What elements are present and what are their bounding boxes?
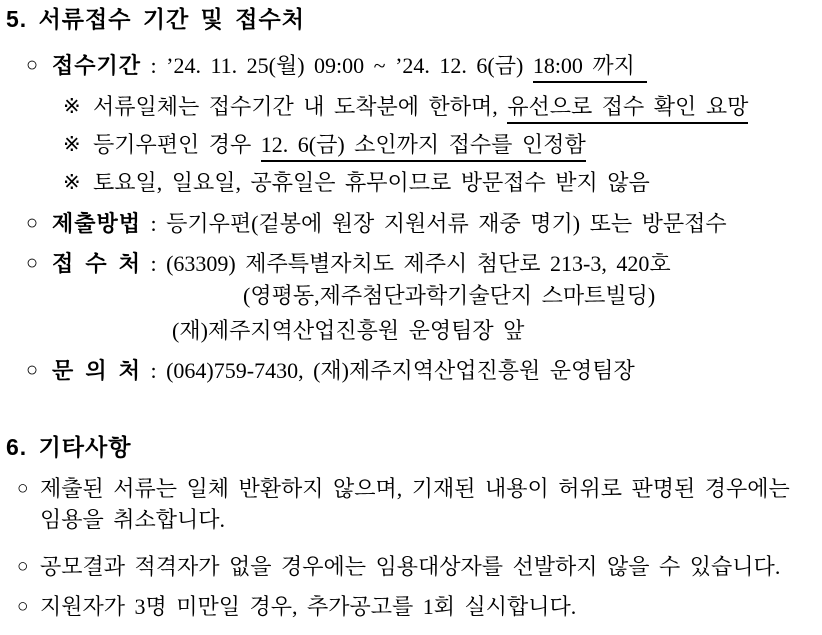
reception-period-line [52, 52, 814, 79]
list-item-no-selection [6, 551, 814, 582]
note-registered-mail-line [93, 131, 814, 158]
submission-method-label: 제출방법 [52, 211, 142, 236]
list-item-reception-address [6, 250, 814, 277]
circle-bullet: ○ [17, 478, 29, 499]
list-item-submission-method [6, 210, 814, 237]
note-registered-mail-text: 등기우편인 경우 [93, 132, 261, 157]
reception-address-detail: (영평동,제주첨단과학기술단지 스마트빌딩) [243, 283, 656, 308]
note-arrival-only [6, 93, 814, 120]
reference-mark-icon: ※ [63, 132, 81, 156]
reception-address-text: (63309) 제주특별자치도 제주시 첨단로 213-3, 420호 [166, 251, 671, 276]
reception-address-recipient: (재)제주지역산업진흥원 운영팀장 앞 [172, 318, 525, 343]
contact-line [52, 357, 814, 384]
submission-method-text: 등기우편(겉봉에 원장 지원서류 재중 명기) 또는 방문접수 [166, 211, 727, 236]
label-separator: : [141, 211, 167, 236]
no-selection-text: 공모결과 적격자가 없을 경우에는 임용대상자를 선발하지 않을 수 있습니다. [40, 554, 781, 579]
reception-period-label: 접수기간 [52, 53, 142, 78]
reception-deadline-underlined: 18:00 까지 [533, 53, 647, 83]
list-item-no-return [6, 473, 814, 535]
submission-method-line [52, 210, 814, 237]
reception-address-line [52, 250, 814, 277]
section-6-heading: 6. 기타사항 [6, 434, 132, 460]
no-selection-line [40, 551, 814, 582]
contact-label: 문 의 처 [52, 358, 141, 383]
list-item-reception-period [6, 52, 814, 79]
readvertise-line [40, 591, 814, 622]
section-5-heading: 5. 서류접수 기간 및 접수처 [6, 6, 305, 32]
reference-mark-icon: ※ [63, 94, 81, 118]
note-holidays-closed-text: 토요일, 일요일, 공휴일은 휴무이므로 방문접수 받지 않음 [93, 170, 650, 195]
note-registered-mail-underlined: 12. 6(금) 소인까지 접수를 인정함 [261, 132, 586, 162]
no-return-text-line1: 제출된 서류는 일체 반환하지 않으며, 기재된 내용이 허위로 판명된 경우에는 [40, 476, 790, 501]
circle-bullet: ○ [17, 596, 29, 617]
circle-bullet: ○ [26, 252, 39, 274]
list-item-readvertise [6, 591, 814, 622]
circle-bullet: ○ [26, 359, 39, 381]
note-arrival-only-underlined: 유선으로 접수 확인 요망 [507, 94, 748, 124]
reference-mark-icon: ※ [63, 170, 81, 194]
readvertise-text: 지원자가 3명 미만일 경우, 추가공고를 1회 실시합니다. [40, 594, 577, 619]
circle-bullet: ○ [26, 54, 39, 76]
note-registered-mail [6, 131, 814, 158]
note-holidays-closed [6, 169, 814, 196]
label-separator: : [141, 53, 167, 78]
list-item-contact [6, 357, 814, 384]
reception-period-dates: ’24. 11. 25(월) 09:00 ~ ’24. 12. 6(금) [166, 53, 533, 78]
circle-bullet: ○ [26, 212, 39, 234]
note-arrival-only-text: 서류일체는 접수기간 내 도착분에 한하며, [93, 94, 508, 119]
contact-text: (064)759-7430, (재)제주지역산업진흥원 운영팀장 [166, 358, 635, 383]
no-return-line [40, 473, 814, 535]
circle-bullet: ○ [17, 556, 29, 577]
note-arrival-only-line [93, 93, 814, 120]
label-separator: : [140, 358, 167, 383]
label-separator: : [140, 251, 167, 276]
note-holidays-closed-line [93, 169, 814, 196]
reception-address-label: 접 수 처 [52, 251, 141, 276]
no-return-text-line2: 임용을 취소합니다. [40, 507, 226, 532]
